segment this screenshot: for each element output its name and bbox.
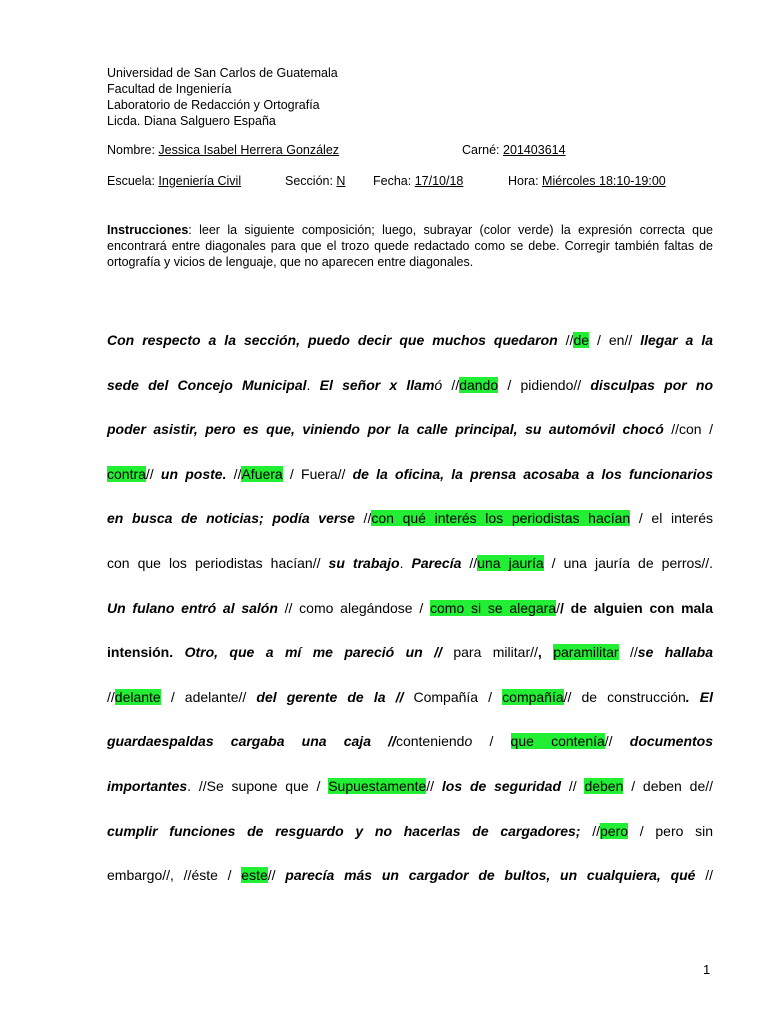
text-run: con que los periodistas hacían// [107,554,329,571]
text-run: importantes [107,777,188,794]
text-run: Compañía / [403,688,503,705]
text-run: Con respecto a la sección, puedo decir que muchos quedaron [107,332,566,348]
text-line [107,586,713,631]
lab-line: Laboratorio de Redacción y Ortografía [107,98,320,112]
highlighted-answer: delante [114,688,161,705]
text-run: poder asistir, pero es que, viniendo por la calle principal, su automóvil chocó [107,421,664,438]
text-line [107,719,713,764]
text-run: cumplir funciones de resguardo y no hacerlas de cargadores; [107,822,581,839]
text-line [107,363,713,408]
text-run: / [556,599,560,616]
text-run: // [580,822,600,839]
text-run: parecía más un cargador de bultos, un cualquiera, qué [285,867,696,884]
carne-label: Carné: [462,143,503,157]
text-run: // [267,867,286,884]
highlighted-answer: paramilitar [553,644,619,661]
section-label: Sección: [285,174,337,188]
text-run: // [354,510,372,527]
school-field [107,174,241,188]
section-field [285,174,345,188]
text-run: disculpas por no [590,376,714,393]
text-run: // [107,688,115,705]
text-run: / de alguien con mala [559,599,713,616]
text-run: // [561,777,585,794]
text-run: conteniend [395,733,465,750]
text-run: un poste. [160,465,227,482]
highlighted-answer: una jauría [477,554,544,571]
instructions-paragraph [107,222,713,270]
text-run: / deben de// [623,777,714,794]
section-value: N [336,174,346,188]
name-label: Nombre: [107,143,159,157]
university-line: Universidad de San Carlos de Guatemala [107,66,338,80]
text-run: documentos [629,733,713,750]
text-run: / adelante// [160,688,257,705]
text-run [173,644,184,660]
text-run: // [618,644,638,661]
text-run: // [695,867,713,884]
text-run: // [145,465,161,482]
text-run: // [426,777,442,794]
date-label: Fecha: [373,174,415,188]
highlighted-answer: deben [584,777,624,794]
instructor-line: Licda. Diana Salguero España [107,114,276,128]
text-run: // [461,554,478,571]
text-run: . //Se supone que / [187,777,329,794]
date-field [373,174,463,188]
text-run: / el interés [630,510,713,527]
highlighted-answer: Supuestamente [328,777,427,794]
text-run: , [537,644,554,661]
text-run: / pidiendo// [498,376,591,393]
text-run: los de seguridad [441,777,562,794]
school-value: Ingeniería Civil [158,174,242,188]
text-line [107,809,713,854]
text-run: / [472,733,511,750]
text-run: . [306,376,320,393]
carne-value: 201403614 [503,143,566,157]
highlighted-answer: pero [600,822,629,839]
text-line [107,853,713,898]
text-run: sede del Concejo Municipal [107,376,307,393]
text-run: del gerente de la // [256,688,404,705]
student-name: Jessica Isabel Herrera González [158,143,340,157]
text-run: El señor x llam [319,376,435,393]
text-run: // como alegándose / [277,599,430,616]
highlighted-answer: que contenía [510,733,605,750]
text-run: su trabajo [328,554,400,571]
text-run: en busca de noticias; podía verse [107,510,355,527]
text-run: // [565,332,574,348]
highlighted-answer: como si se alegara [429,599,557,616]
highlighted-answer: compañía [502,688,564,705]
date-value: 17/10/18 [414,174,464,188]
text-run: Un fulano entró al salón [107,599,278,616]
text-line [107,496,713,541]
instructions-label: Instrucciones [107,223,189,237]
text-run: embargo//, //éste / [107,867,242,884]
text-run: de la oficina, la prensa acosaba a los funcionarios [352,465,713,482]
text-run: Otro, que a mí me pareció un // [184,644,442,661]
text-run: / Fuera// [282,465,353,482]
text-run: / en// [589,332,641,348]
name-row [107,143,339,157]
text-run: ó [434,376,443,393]
text-line [107,764,713,809]
highlighted-answer: con qué interés los periodistas hacían [371,510,631,527]
page-number: 1 [703,962,711,977]
hour-label: Hora: [508,174,543,188]
hour-value: Miércoles 18:10-19:00 [542,174,666,188]
text-run: se hallaba [637,644,714,661]
text-run: // [442,376,460,393]
text-run: // de construcción [563,688,686,705]
highlighted-answer: dando [459,376,499,393]
text-line [107,318,713,363]
highlighted-answer: contra [107,465,146,482]
text-line [107,452,713,497]
school-label: Escuela: [107,174,159,188]
text-run: //con / [663,421,713,438]
instructions-text: : leer la siguiente composición; luego, subrayar (color verde) la expresión correcta que encontrará entre diagonales para que el trozo quede redactado como se debe. Corregir también faltas de ortografía y vicios de lenguaje, que no aparecen entre diagonales. [107,223,713,269]
text-run: para militar// [441,644,538,661]
text-line [107,675,713,720]
text-run: . [399,554,412,571]
text-run: // [226,465,242,482]
composition-text [107,318,713,898]
text-run: llegar a la [640,332,713,348]
text-run: . El [685,688,713,705]
text-run: // [604,733,630,750]
highlighted-answer: de [573,332,590,348]
faculty-line: Facultad de Ingeniería [107,82,232,96]
text-run: / una jauría de perros//. [543,554,714,571]
text-run: o [464,733,473,750]
text-run: guardaespaldas cargaba una caja // [107,733,396,750]
document-header [107,65,338,129]
highlighted-answer: Afuera [241,465,283,482]
text-line [107,407,713,452]
text-run: / pero sin [628,822,714,839]
text-line [107,630,713,675]
text-run: intensión. [107,644,174,661]
carne-row [462,143,566,157]
text-line [107,541,713,586]
highlighted-answer: este [241,867,268,884]
text-run: Parecía [411,554,462,571]
hour-field [508,174,666,188]
